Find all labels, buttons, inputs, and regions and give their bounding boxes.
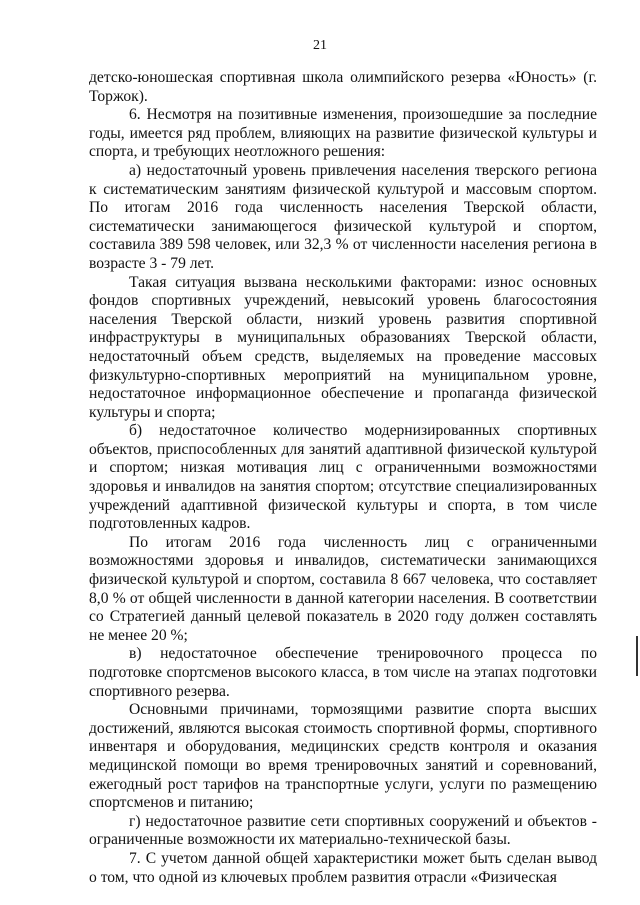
paragraph-subitem-g: г) недостаточное развитие сети спортивных сооружений и объектов - ограниченные возможности их материально-технической базы. — [89, 812, 597, 849]
paragraph-item-7: 7. С учетом данной общей характеристики может быть сделан вывод о том, что одной из ключевых проблем развития отрасли «Физическая — [89, 849, 597, 886]
paragraph-factors: Такая ситуация вызвана несколькими факторами: износ основных фондов спортивных учреждений, невысокий уровень благосостояния населения Тверской области, низкий уровень развития спортивной инфраструктуры в муниципальных образованиях Тверской области, недостаточный объем средств, выделяемых на проведение массовых физкультурно-спортивных мероприятий на муниципальном уровне, недостаточное информационное обеспечение и пропаганда физической культуры и спорта; — [89, 273, 597, 421]
scan-edge-mark — [636, 636, 638, 676]
page-number: 21 — [313, 38, 327, 53]
document-body — [89, 69, 597, 887]
paragraph-subitem-b: б) недостаточное количество модернизированных спортивных объектов, приспособленных для занятий адаптивной физической культурой и спортом; низкая мотивация лиц с ограниченными возможностями здоровья и инвалидов на занятия спортом; отсутствие специализированных учреждений адаптивной физической культуры и спорта, в том числе подготовленных кадров. — [89, 422, 597, 533]
paragraph-disabled-stats: По итогам 2016 года численность лиц с ограниченными возможностями здоровья и инвалидов, систематически занимающихся физической культурой и спортом, составила 8 667 человека, что составляет 8,0 % от общей численности в данной категории населения. В соответствии со Стратегией данный целевой показатель в 2020 году должен составлять не менее 20 %; — [89, 533, 597, 644]
paragraph-item-6: 6. Несмотря на позитивные изменения, произошедшие за последние годы, имеется ряд проблем, влияющих на развитие физической культуры и спорта, и требующих неотложного решения: — [89, 106, 597, 161]
paragraph-reasons: Основными причинами, тормозящими развитие спорта высших достижений, являются высокая стоимость спортивной формы, спортивного инвентаря и оборудования, медицинских средств контроля и оказания медицинской помощи во время тренировочных занятий и соревнований, ежегодный рост тарифов на транспортные услуги, услуги по размещению спортсменов и питанию; — [89, 701, 597, 812]
paragraph-subitem-a: а) недостаточный уровень привлечения населения тверского региона к систематическим занятиям физической культурой и массовым спортом. По итогам 2016 года численность населения Тверской области, систематически занимающегося физической культурой и спортом, составила 389 598 человек, или 32,3 % от численности населения региона в возрасте 3 - 79 лет. — [89, 161, 597, 272]
paragraph-subitem-v: в) недостаточное обеспечение тренировочного процесса по подготовке спортсменов высокого класса, в том числе на этапах подготовки спортивного резерва. — [89, 645, 597, 700]
paragraph-continuation: детско-юношеская спортивная школа олимпийского резерва «Юность» (г. Торжок). — [89, 69, 597, 105]
